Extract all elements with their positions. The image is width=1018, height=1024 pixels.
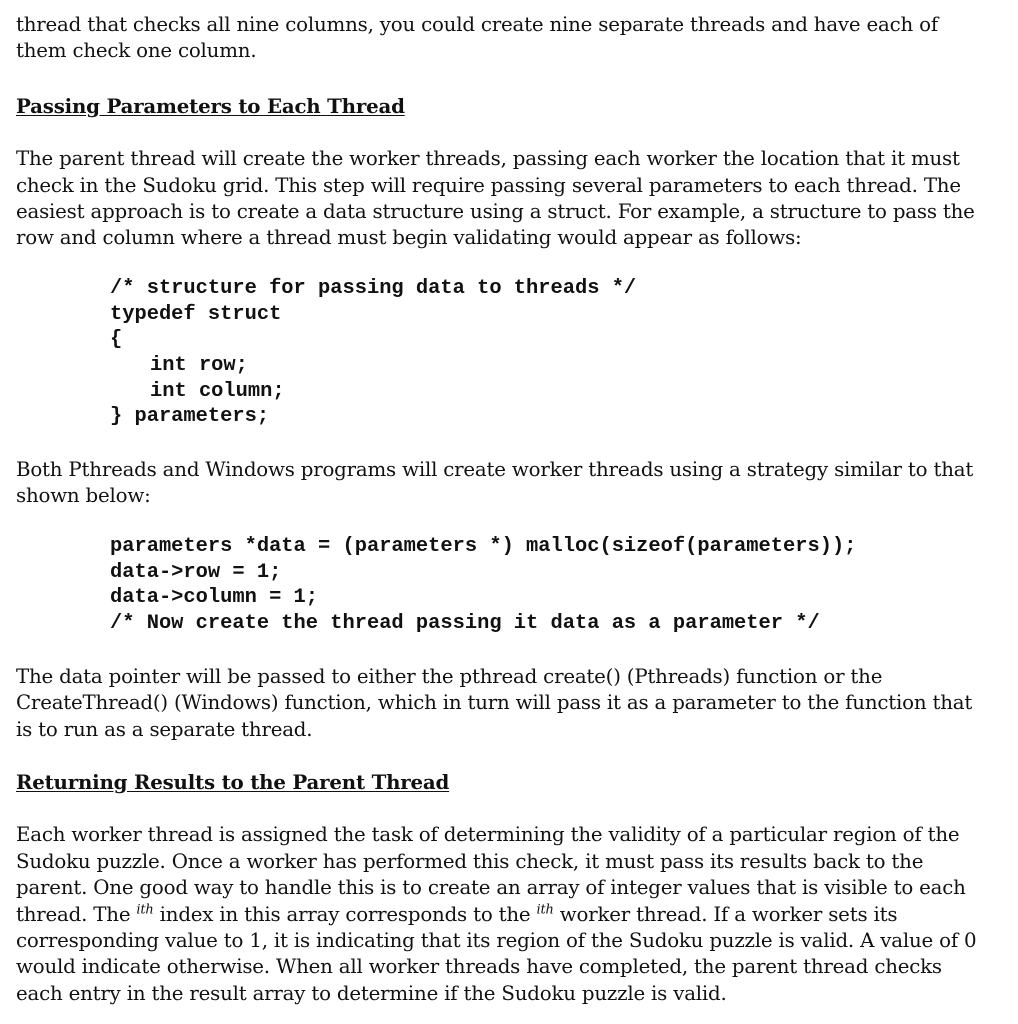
code-line: { xyxy=(110,328,123,352)
code-line: int row; xyxy=(150,353,248,377)
code-struct-definition xyxy=(110,276,991,430)
paragraph-data-pointer: The data pointer will be passed to either the pthread create() (Pthreads) function or the CreateThread() (Windows) function, which in turn will pass it as a parameter to the function that is to run as a separate thread. xyxy=(16,664,973,741)
paragraph-text: index in this array corresponds to the xyxy=(153,902,537,926)
intro-paragraph: thread that checks all nine columns, you could create nine separate threads and have each of them check one column. xyxy=(16,13,938,63)
code-line: typedef struct xyxy=(110,302,282,326)
heading-returning-results: Returning Results to the Parent Thread xyxy=(16,769,450,794)
superscript-ith: ith xyxy=(536,901,554,917)
code-line-indented xyxy=(110,379,991,405)
code-line: /* Now create the thread passing it data as a parameter */ xyxy=(110,611,820,635)
code-line: int column; xyxy=(150,379,285,403)
paragraph-pthreads-windows: Both Pthreads and Windows programs will create worker threads using a strategy similar to that shown below: xyxy=(16,458,974,508)
code-line: /* structure for passing data to threads */ xyxy=(110,276,637,300)
code-line: data->row = 1; xyxy=(110,560,282,584)
superscript-ith: ith xyxy=(136,901,154,917)
code-create-threads xyxy=(110,534,991,637)
paragraph-worker-results xyxy=(16,822,991,1007)
paragraph-text: worker thread. If a worker sets its corresponding value to 1, it is indicating that its region of the Sudoku puzzle is valid. A value of 0 would indicate otherwise. When all worker threads have completed, the parent thread checks each entry in the result array to determine if the Sudoku puzzle is valid. xyxy=(16,902,977,1005)
code-line: data->column = 1; xyxy=(110,586,319,610)
code-line: } parameters; xyxy=(110,405,270,429)
document-page xyxy=(16,12,991,1007)
code-line-indented xyxy=(110,353,991,379)
heading-passing-parameters: Passing Parameters to Each Thread xyxy=(16,93,405,118)
paragraph-text: Each worker thread is assigned the task of determining the validity of a particular region of the Sudoku puzzle. Once a worker has performed this check, it must pass its results back to the parent. One good way to handle this is to create an array of integer values that is visible to each thread. The xyxy=(16,823,966,926)
paragraph-parent-thread: The parent thread will create the worker threads, passing each worker the location that it must check in the Sudoku grid. This step will require passing several parameters to each thread. The easiest approach is to create a data structure using a struct. For example, a structure to pass the row and column where a thread must begin validating would appear as follows: xyxy=(16,147,975,250)
code-line: parameters *data = (parameters *) malloc(sizeof(parameters)); xyxy=(110,534,857,558)
